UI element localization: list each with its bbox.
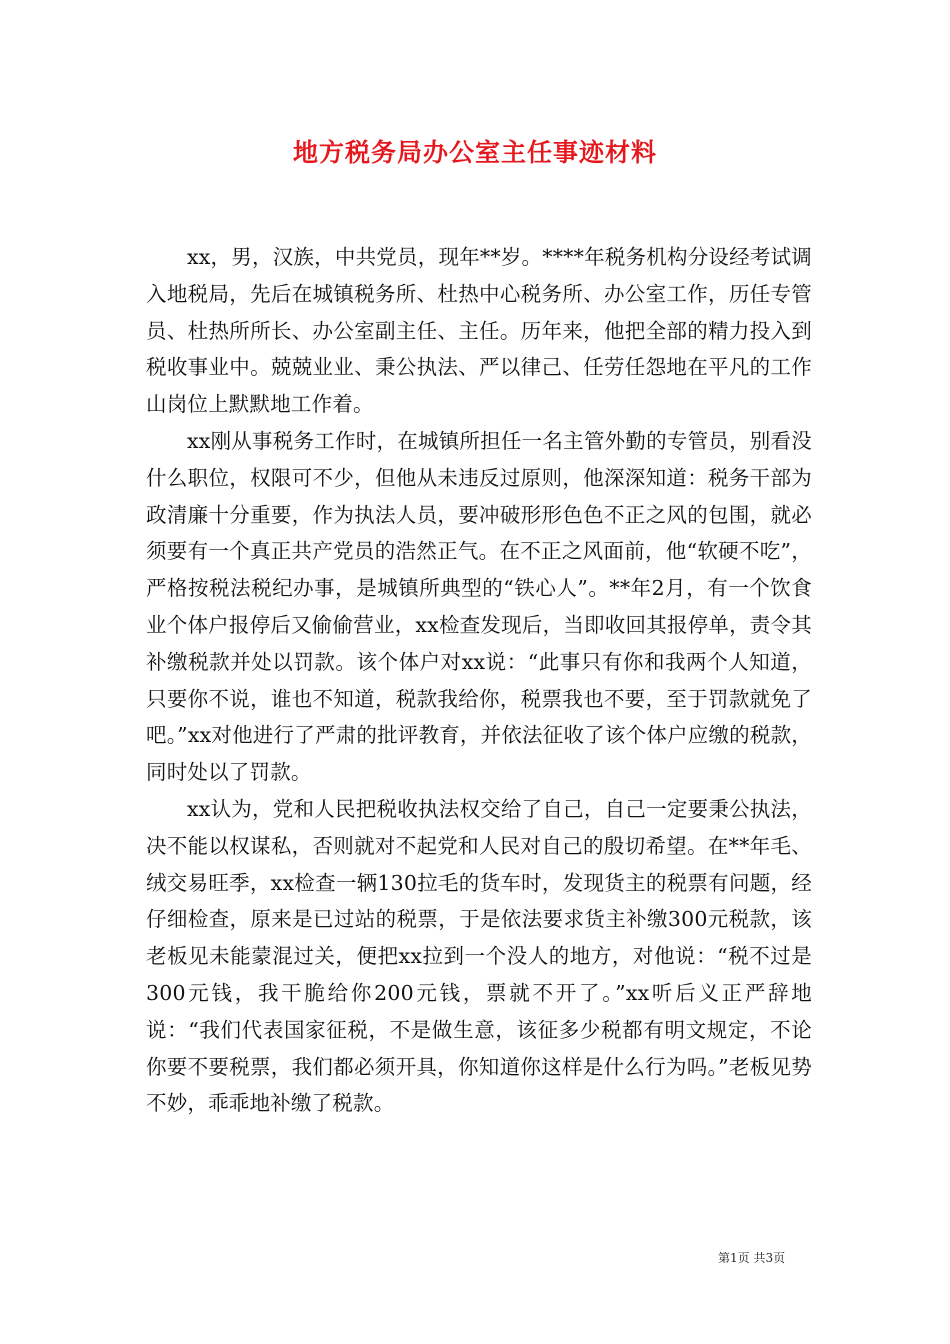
paragraph-intro: xx，男，汉族，中共党员，现年**岁。****年税务机构分设经考试调入地税局，先后在城镇税务所、杜热中心税务所、办公室工作，历任专管员、杜热所所长、办公室副主任、主任。历年来，他把全部的精力投入到税收事业中。兢兢业业、秉公执法、严以律己、任劳任怨地在平凡的工作山岗位上默默地工作着。 bbox=[146, 245, 812, 417]
document-body bbox=[146, 239, 812, 1122]
paragraph-impartial-enforcement: xx认为，党和人民把税收执法权交给了自己，自己一定要秉公执法，决不能以权谋私，否则就对不起党和人民对自己的殷切希望。在**年毛、绒交易旺季，xx检查一辆130拉毛的货车时，发现货主的税票有问题，经仔细检查，原来是已过站的税票，于是依法要求货主补缴300元税款，该老板见未能蒙混过关，便把xx拉到一个没人的地方，对他说：“税不过是300元钱，我干脆给你200元钱，票就不开了。”xx听后义正严辞地说：“我们代表国家征税，不是做生意，该征多少税都有明文规定，不论你要不要税票，我们都必须开具，你知道你这样是什么行为吗。”老板见势不妙，乖乖地补缴了税款。 bbox=[146, 796, 812, 1116]
document-title: 地方税务局办公室主任事迹材料 bbox=[292, 138, 657, 167]
page-number-footer: 第1页 共3页 bbox=[718, 1251, 786, 1265]
paragraph-iron-heart: xx刚从事税务工作时，在城镇所担任一名主管外勤的专管员，别看没什么职位，权限可不少，但他从未违反过原则，他深深知道：税务干部为政清廉十分重要，作为执法人员，要冲破形形色色不正之风的包围，就必须要有一个真正共产党员的浩然正气。在不正之风面前，他“软硬不吃”，严格按税法税纪办事，是城镇所典型的“铁心人”。**年2月，有一个饮食业个体户报停后又偷偷营业，xx检查发现后，当即收回其报停单，责令其补缴税款并处以罚款。该个体户对xx说：“此事只有你和我两个人知道，只要你不说，谁也不知道，税款我给你，税票我也不要，至于罚款就免了吧。”xx对他进行了严肃的批评教育，并依法征收了该个体户应缴的税款，同时处以了罚款。 bbox=[146, 428, 812, 785]
